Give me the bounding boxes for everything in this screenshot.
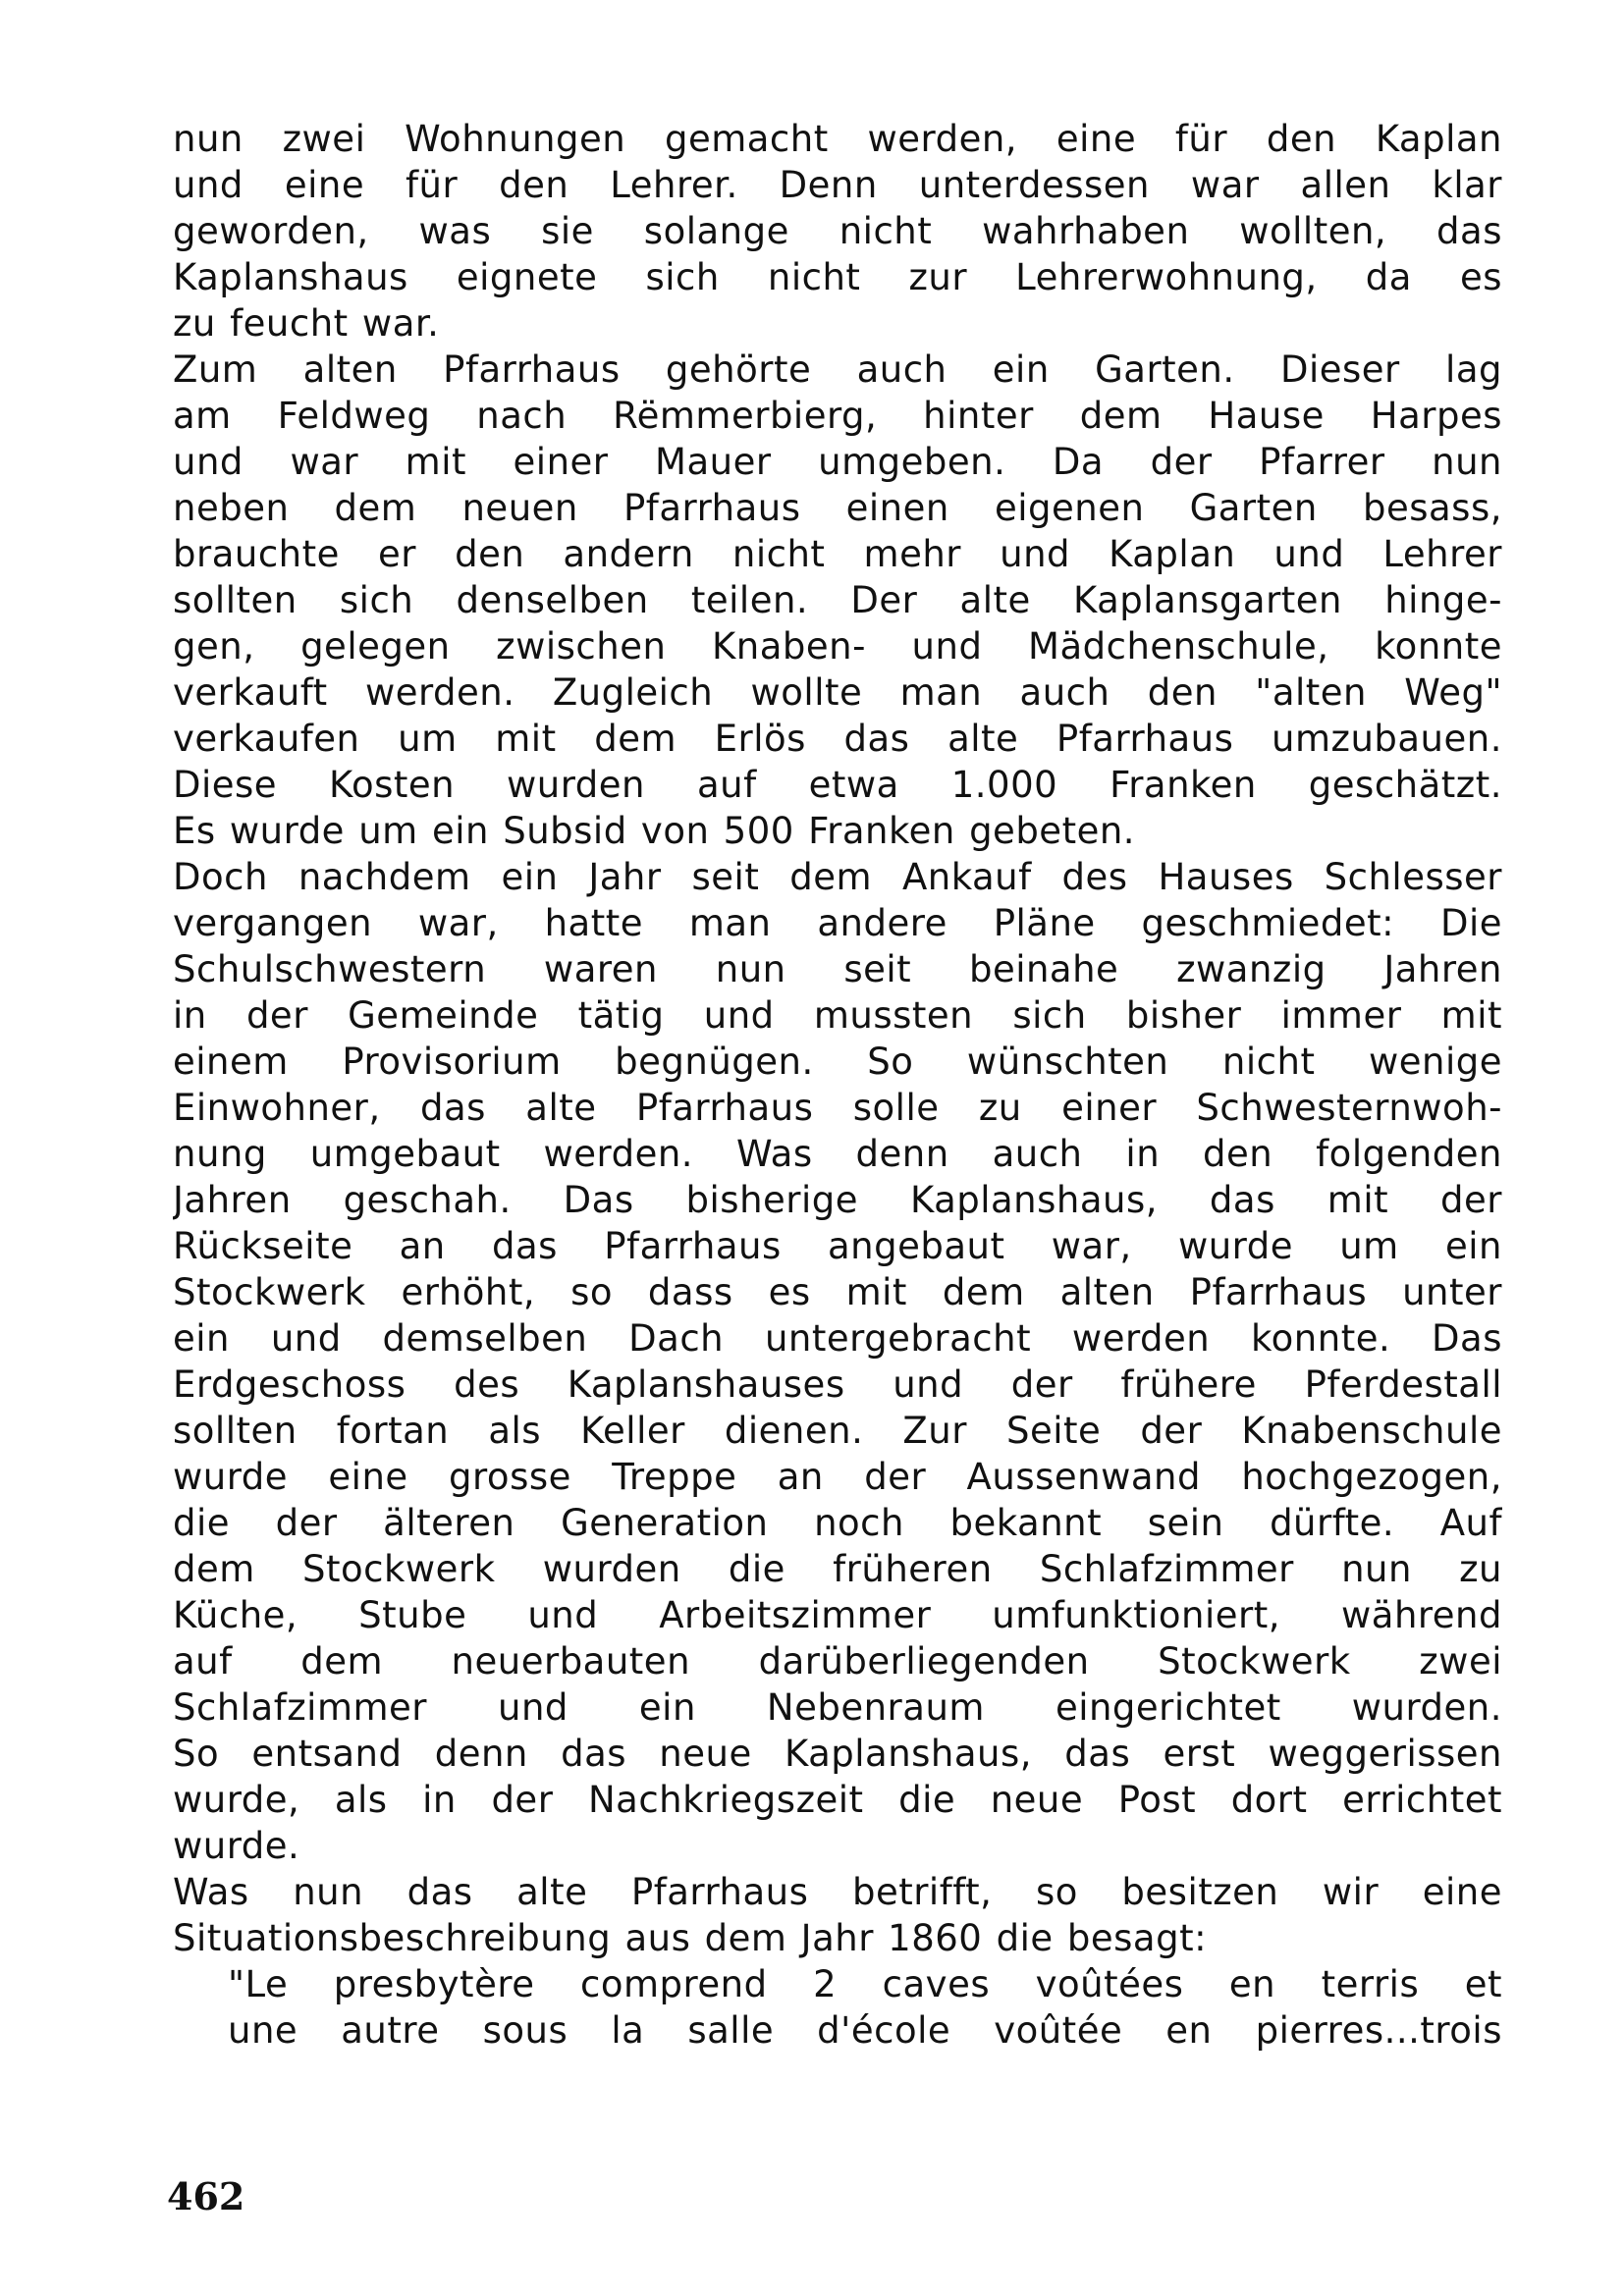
body-text xyxy=(173,116,1502,2054)
text-line: am Feldweg nach Rëmmerbierg, hinter dem Hause Harpes xyxy=(173,395,1502,437)
text-line: Was nun das alte Pfarrhaus betrifft, so besitzen wir eine xyxy=(173,1871,1502,1913)
text-line: und eine für den Lehrer. Denn unterdessen war allen klar xyxy=(173,164,1502,206)
text-line: Einwohner, das alte Pfarrhaus solle zu einer Schwesternwoh- xyxy=(173,1087,1502,1129)
text-line: in der Gemeinde tätig und mussten sich bisher immer mit xyxy=(173,994,1502,1037)
text-line: nun zwei Wohnungen gemacht werden, eine für den Kaplan xyxy=(173,118,1502,160)
text-line: nung umgebaut werden. Was denn auch in den folgenden xyxy=(173,1133,1502,1175)
text-line: vergangen war, hatte man andere Pläne geschmiedet: Die xyxy=(173,902,1502,944)
text-line: wurde. xyxy=(173,1825,300,1867)
text-line: gen, gelegen zwischen Knaben- und Mädchenschule, konnte xyxy=(173,625,1502,667)
text-line: sollten fortan als Keller dienen. Zur Seite der Knabenschule xyxy=(173,1410,1502,1452)
text-line: wurde eine grosse Treppe an der Aussenwand hochgezogen, xyxy=(173,1456,1502,1498)
text-line: brauchte er den andern nicht mehr und Kaplan und Lehrer xyxy=(173,533,1502,575)
text-line: Schlafzimmer und ein Nebenraum eingerichtet wurden. xyxy=(173,1686,1502,1729)
text-line: die der älteren Generation noch bekannt sein dürfte. Auf xyxy=(173,1502,1502,1544)
text-line: wurde, als in der Nachkriegszeit die neue Post dort errichtet xyxy=(173,1779,1502,1821)
text-line: Stockwerk erhöht, so dass es mit dem alten Pfarrhaus unter xyxy=(173,1271,1502,1313)
text-line: Doch nachdem ein Jahr seit dem Ankauf des Hauses Schlesser xyxy=(173,856,1502,898)
text-line: Küche, Stube und Arbeitszimmer umfunktioniert, während xyxy=(173,1594,1502,1636)
page-number: 462 xyxy=(167,2174,245,2218)
text-line: Rückseite an das Pfarrhaus angebaut war, wurde um ein xyxy=(173,1225,1502,1267)
text-line: Schulschwestern waren nun seit beinahe zwanzig Jahren xyxy=(173,948,1502,990)
text-line: Es wurde um ein Subsid von 500 Franken gebeten. xyxy=(173,810,1136,852)
text-line: einem Provisorium begnügen. So wünschten nicht wenige xyxy=(173,1041,1502,1083)
text-line: auf dem neuerbauten darüberliegenden Stockwerk zwei xyxy=(173,1640,1502,1682)
text-line: sollten sich denselben teilen. Der alte Kaplansgarten hinge- xyxy=(173,579,1502,621)
text-line: zu feucht war. xyxy=(173,302,440,345)
text-line: Situationsbeschreibung aus dem Jahr 1860 die besagt: xyxy=(173,1917,1208,1959)
quote-line: "Le presbytère comprend 2 caves voûtées en terris et xyxy=(228,1963,1502,2005)
text-line: Kaplanshaus eignete sich nicht zur Lehrerwohnung, da es xyxy=(173,256,1502,298)
text-line: So entsand denn das neue Kaplanshaus, das erst weggerissen xyxy=(173,1733,1502,1775)
text-line: verkauft werden. Zugleich wollte man auch den "alten Weg" xyxy=(173,671,1502,714)
text-line: Erdgeschoss des Kaplanshauses und der frühere Pferdestall xyxy=(173,1363,1502,1406)
text-line: und war mit einer Mauer umgeben. Da der Pfarrer nun xyxy=(173,441,1502,483)
text-line: geworden, was sie solange nicht wahrhaben wollten, das xyxy=(173,210,1502,252)
text-line: Zum alten Pfarrhaus gehörte auch ein Garten. Dieser lag xyxy=(173,348,1502,391)
text-line: neben dem neuen Pfarrhaus einen eigenen Garten besass, xyxy=(173,487,1502,529)
text-line: Jahren geschah. Das bisherige Kaplanshaus, das mit der xyxy=(173,1179,1502,1221)
text-line: dem Stockwerk wurden die früheren Schlafzimmer nun zu xyxy=(173,1548,1502,1590)
text-line: ein und demselben Dach untergebracht werden konnte. Das xyxy=(173,1317,1502,1360)
text-line: verkaufen um mit dem Erlös das alte Pfarrhaus umzubauen. xyxy=(173,718,1502,760)
text-line: Diese Kosten wurden auf etwa 1.000 Franken geschätzt. xyxy=(173,764,1502,806)
quote-line: une autre sous la salle d'école voûtée en pierres...trois xyxy=(228,2009,1502,2052)
